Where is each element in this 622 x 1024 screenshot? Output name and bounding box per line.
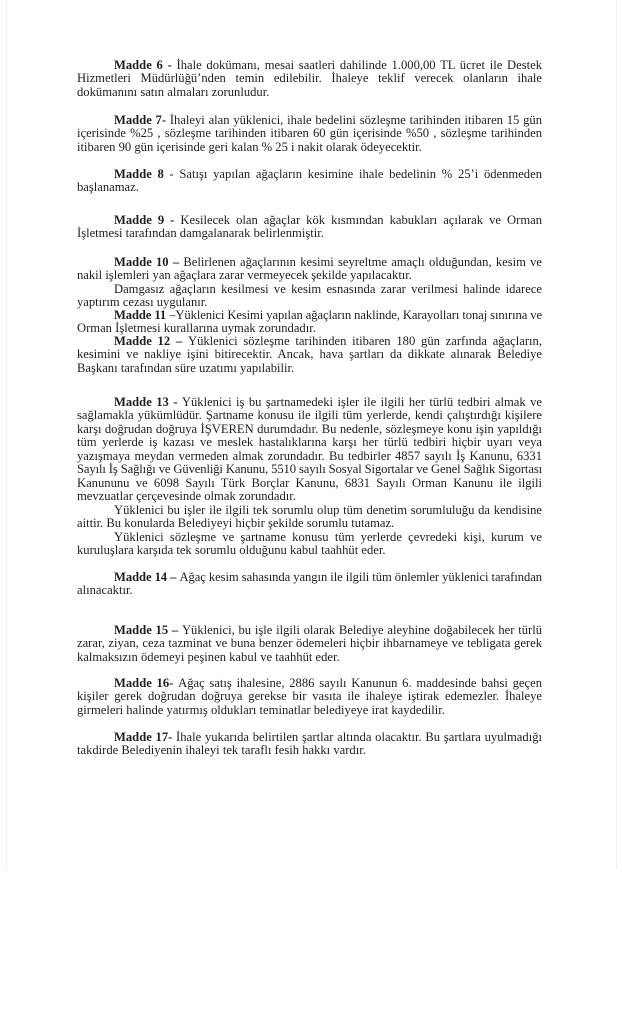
text-line xyxy=(77,422,542,436)
text-line xyxy=(77,126,542,140)
text-line xyxy=(77,449,542,463)
article-text: başlanamaz. xyxy=(77,180,139,195)
article-text: Kanununu ve 6098 Sayılı Türk Borçlar Kanunu, 6831 Sayılı Orman Kanunu ile ilgili xyxy=(77,475,542,490)
article-text: Sayılı İş Sağlığı ve Güvenliği Kanunu, 5510 sayılı Sosyal Sigortalar ve Genel Sağlık Sigortası xyxy=(77,462,542,477)
text-line xyxy=(114,58,542,72)
article-text: –Yüklenici Kesimi yapılan ağaçların naklinde, Karayolları tonaj sınırına ve xyxy=(169,308,542,322)
article-text: İhale dokümanı, mesai saatleri dahilinde 1.000,00 TL ücret ile Destek xyxy=(176,58,542,72)
text-line xyxy=(77,71,542,85)
text-line xyxy=(77,85,542,99)
article-text: yazışmaya meydan vermeden almak zorundadır. Bu tedbirler 4857 sayılı İş Kanunu, 6331 xyxy=(77,448,542,463)
article-text: girmeleri halinde yatırmış oldukları teminatlar belediyeye irat kaydedilir. xyxy=(77,702,445,717)
article-text: alınacaktır. xyxy=(77,583,133,598)
article-text: dokümanını satın almaları zorunludur. xyxy=(77,84,270,99)
scan-edge-right xyxy=(616,0,617,870)
article-text: Yüklenici iş bu şartnamedeki işler ile ilgili her türlü tedbiri almak ve xyxy=(181,395,543,409)
article-heading: Madde 12 – xyxy=(114,334,188,348)
article-heading: Madde 11 xyxy=(114,308,170,322)
text-line xyxy=(77,636,542,650)
text-line xyxy=(77,408,542,422)
article-text: itibaren 90 gün içerisinde geri kalan % 25 i nakit olarak ödeyecektir. xyxy=(77,139,422,154)
article-text: Damgasız ağaçların kesilmesi ve kesim esnasında zarar verilmesi halinde idarece xyxy=(114,281,542,296)
text-line xyxy=(77,689,542,703)
article-text: Yüklenici sözleşme tarihinden itibaren 180 gün zarfında ağaçların, xyxy=(187,334,542,348)
article-text: zarar, ziyan, ceza tazminat ve buna benzer ödemeleri hiçbir ihbarnameye ve tebligata gerek xyxy=(77,636,542,651)
text-line xyxy=(114,503,542,517)
article-text: kişiler gerek doğrudan doğruya gerekse bir vasıta ile ihaleye iştirak edemezler. İhaleye xyxy=(77,689,542,704)
article-text: takdirde Belediyenin ihaleyi tek taraflı fesih hakkı vardır. xyxy=(77,743,366,758)
text-line xyxy=(77,268,542,282)
article-text: Yüklenici bu işler ile ilgili tek sorumlu olup tüm denetim sorumluluğu da kendisine xyxy=(114,502,542,517)
article-text: mevzuatlar çerçevesinde olmak zorundadır. xyxy=(77,489,296,504)
article-text: Ağaç kesim sahasında yangın ile ilgili tüm önlemler yüklenici tarafından xyxy=(179,570,542,584)
article-text: Başkanı tarafından süre uzatımı yapılabilir. xyxy=(77,360,295,375)
text-line xyxy=(114,282,542,296)
article-heading: Madde 17- xyxy=(114,730,177,744)
text-line xyxy=(77,583,542,597)
article-text: Ağaç satış ihalesine, 2886 sayılı Kanunun 6. maddesinde bahsi geçen xyxy=(178,676,542,690)
text-line xyxy=(114,730,542,744)
article-text: Hizmetleri Müdürlüğü’nden temin edilebilir. İhaleye teklif verecek olanların ihale xyxy=(77,71,542,86)
text-line xyxy=(77,361,542,375)
article-heading: Madde 6 - xyxy=(114,58,177,72)
text-line xyxy=(77,226,542,240)
article-text: içerisinde %25 , sözleşme tarihinden itibaren 60 gün içerisinde %50 , sözleşme tarihinden xyxy=(77,126,542,141)
text-line xyxy=(114,308,542,322)
article-heading: Madde 8 xyxy=(114,167,170,181)
scan-edge-left xyxy=(6,0,7,870)
article-text: Kesilecek olan ağaçlar kök kısmından kabukları açılarak ve Orman xyxy=(180,213,542,227)
article-text: tüm yerlerde iş kazası ve meslek hastalıklarına karşı her türlü tedbiri hiçbir uyarı veya xyxy=(77,435,542,450)
text-line xyxy=(77,543,542,557)
text-line xyxy=(77,462,542,476)
text-line xyxy=(77,140,542,154)
text-line xyxy=(114,530,542,544)
article-heading: Madde 9 - xyxy=(114,213,181,227)
article-heading: Madde 14 – xyxy=(114,570,180,584)
article-heading: Madde 16- xyxy=(114,676,179,690)
text-line xyxy=(77,650,542,664)
article-text: sağlamakla yükümlüdür. Şartname konusu ile ilgili tüm yerlerde, kendi çalıştırdığı kişilere xyxy=(77,408,542,423)
article-text: karşı doğrudan doğruya İŞVEREN durumdadır. Bu nedenle, sözleşmeye konu işin yapıldığı xyxy=(77,421,542,436)
article-heading: Madde 7- xyxy=(114,113,170,127)
text-line xyxy=(114,167,542,181)
article-text: kesimini ve nakliye işini bitirecektir. Ancak, hava şartları da dikkate alınarak Belediye xyxy=(77,347,542,362)
text-line xyxy=(114,395,542,409)
article-text: İşletmesi tarafından damgalanarak belirlenmiştir. xyxy=(77,226,324,241)
text-line xyxy=(77,476,542,490)
text-line xyxy=(114,676,542,690)
text-line xyxy=(114,113,542,127)
text-line xyxy=(77,347,542,361)
article-text: İhale yukarıda belirtilen şartlar altında olacaktır. Bu şartlara uyulmadığı xyxy=(176,730,542,744)
article-heading: Madde 10 – xyxy=(114,255,184,269)
article-heading: Madde 15 – xyxy=(114,623,182,637)
text-line xyxy=(77,743,542,757)
text-line xyxy=(114,623,542,637)
article-text: Yüklenici sözleşme ve şartname konusu tüm yerlerde çevredeki kişi, kurum ve xyxy=(114,529,542,544)
text-line xyxy=(114,213,542,227)
article-text: nakil işlemleri yan ağaçlara zarar vermeyecek şekilde yapılacaktır. xyxy=(77,268,412,283)
text-line xyxy=(77,703,542,717)
article-text: Yüklenici, bu işle ilgili olarak Belediye aleyhine doğabilecek her türlü xyxy=(181,623,542,637)
text-line xyxy=(114,255,542,269)
text-line xyxy=(77,435,542,449)
article-text: Orman İşletmesi kurallarına uymak zorundadır. xyxy=(77,321,316,336)
article-text: - Satışı yapılan ağaçların kesimine ihale bedelinin % 25’i ödenmeden xyxy=(169,167,542,181)
text-line xyxy=(77,180,542,194)
article-heading: Madde 13 - xyxy=(114,395,182,409)
text-line xyxy=(114,334,542,348)
text-line xyxy=(77,516,542,530)
text-line xyxy=(114,570,542,584)
article-text: aittir. Bu konularda Belediyeyi hiçbir şekilde sorumlu tutamaz. xyxy=(77,516,395,531)
article-text: kuruluşlara karşıda tek sorumlu olduğunu kabul taahhüt eder. xyxy=(77,542,386,557)
article-text: İhaleyi alan yüklenici, ihale bedelini sözleşme tarihinden itibaren 15 gün xyxy=(169,113,542,127)
article-text: Belirlenen ağaçlarının kesimi seyreltme amaçlı olduğundan, kesim ve xyxy=(183,255,543,269)
text-line xyxy=(77,489,542,503)
article-text: yaptırım cezası uygulanır. xyxy=(77,295,208,310)
article-text: kalmaksızın ödemeyi peşinen kabul ve taahhüt eder. xyxy=(77,649,340,664)
